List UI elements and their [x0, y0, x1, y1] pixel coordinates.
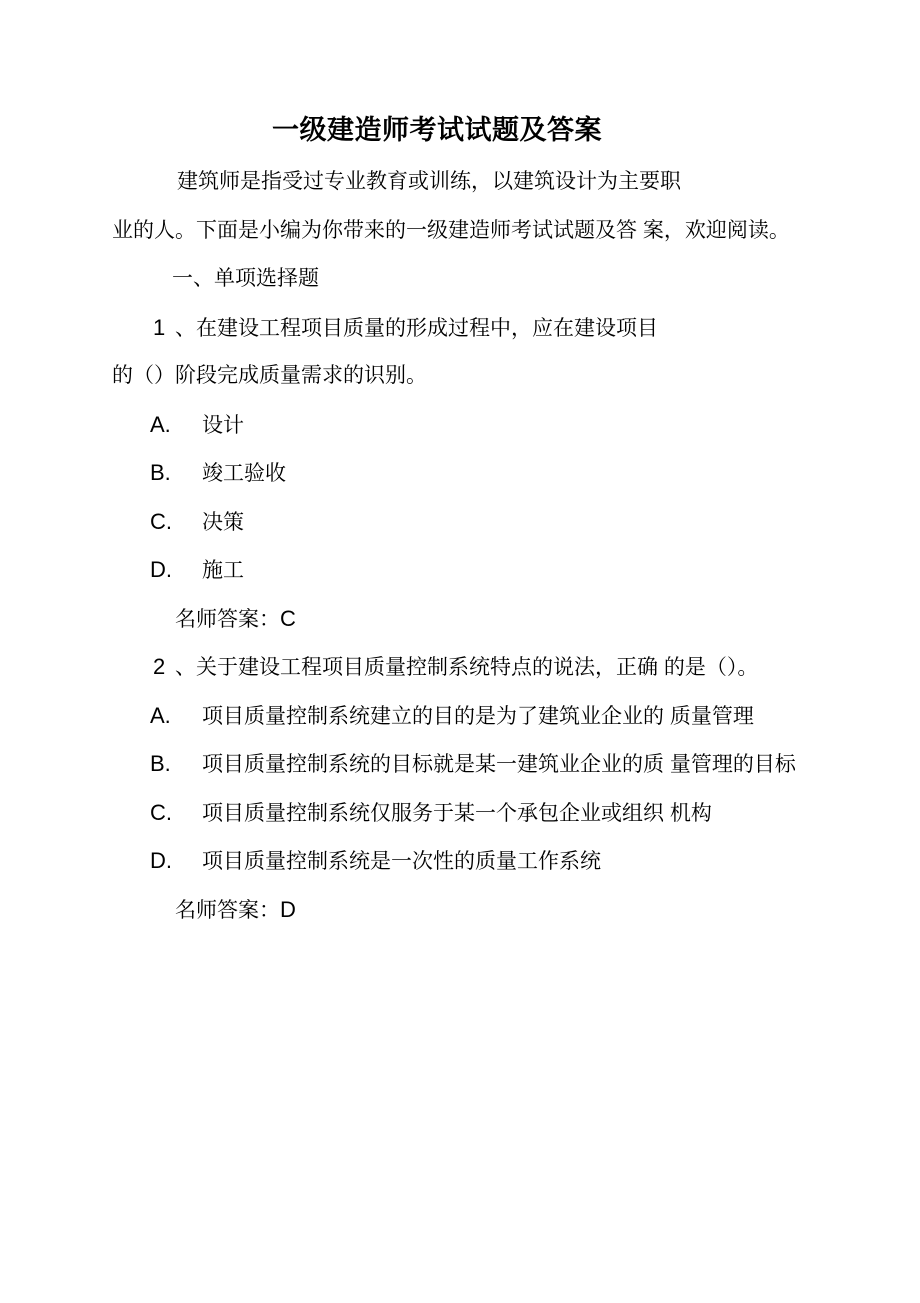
question-2-option-c — [150, 789, 920, 838]
question-2-option-d — [150, 837, 920, 886]
option-text: 项目质量控制系统的目标就是某一建筑业企业的质 量管理的目标 — [202, 753, 796, 776]
question-1-stem-line-1 — [153, 304, 920, 353]
answer-letter: D — [280, 896, 296, 922]
question-2-number: 2 — [153, 654, 166, 679]
answer-prefix: 名师答案： — [175, 898, 280, 922]
section-heading: 一、单项选择题 — [172, 267, 319, 290]
question-1-option-d — [150, 546, 920, 595]
question-1-option-a — [150, 401, 920, 450]
option-letter: D. — [150, 557, 172, 582]
option-text: 设计 — [202, 413, 244, 437]
option-letter: D. — [150, 848, 172, 873]
question-2-answer — [175, 886, 920, 935]
option-letter: A. — [150, 702, 171, 728]
intro-paragraph-line-1: 建筑师是指受过专业教育或训练，以建筑设计为主要职 — [177, 170, 681, 193]
option-letter: B. — [150, 751, 171, 776]
option-text: 施工 — [202, 559, 244, 582]
question-1-option-c — [150, 498, 920, 547]
question-1-option-b — [150, 449, 920, 498]
question-1-stem-line-2: 的（）阶段完成质量需求的识别。 — [112, 364, 427, 387]
option-text: 决策 — [202, 510, 244, 534]
option-text: 竣工验收 — [202, 462, 286, 485]
question-1-answer — [175, 595, 920, 644]
option-text: 项目质量控制系统仅服务于某一个承包企业或组织 机构 — [202, 801, 712, 825]
question-1-number: 1 — [153, 314, 166, 340]
question-1-stem-text: 、在建设工程项目质量的形成过程中，应在建设项目 — [175, 316, 658, 340]
question-2-stem-line-1 — [153, 643, 920, 692]
answer-letter: C — [280, 605, 296, 631]
question-2-stem-text: 、关于建设工程项目质量控制系统特点的说法，正确 的是（）。 — [175, 656, 759, 679]
option-letter: A. — [150, 411, 171, 437]
option-letter: C. — [150, 508, 172, 534]
answer-prefix: 名师答案： — [175, 607, 280, 631]
option-letter: B. — [150, 460, 171, 485]
intro-paragraph-line-2: 业的人。下面是小编为你带来的一级建造师考试试题及答 案，欢迎阅读。 — [112, 218, 790, 242]
page-title: 一级建造师考试试题及答案 — [272, 115, 602, 145]
option-text: 项目质量控制系统建立的目的是为了建筑业企业的 质量管理 — [202, 704, 754, 728]
question-2-option-b — [150, 740, 920, 789]
question-2-option-a — [150, 692, 920, 741]
option-text: 项目质量控制系统是一次性的质量工作系统 — [202, 850, 601, 873]
option-letter: C. — [150, 799, 172, 825]
